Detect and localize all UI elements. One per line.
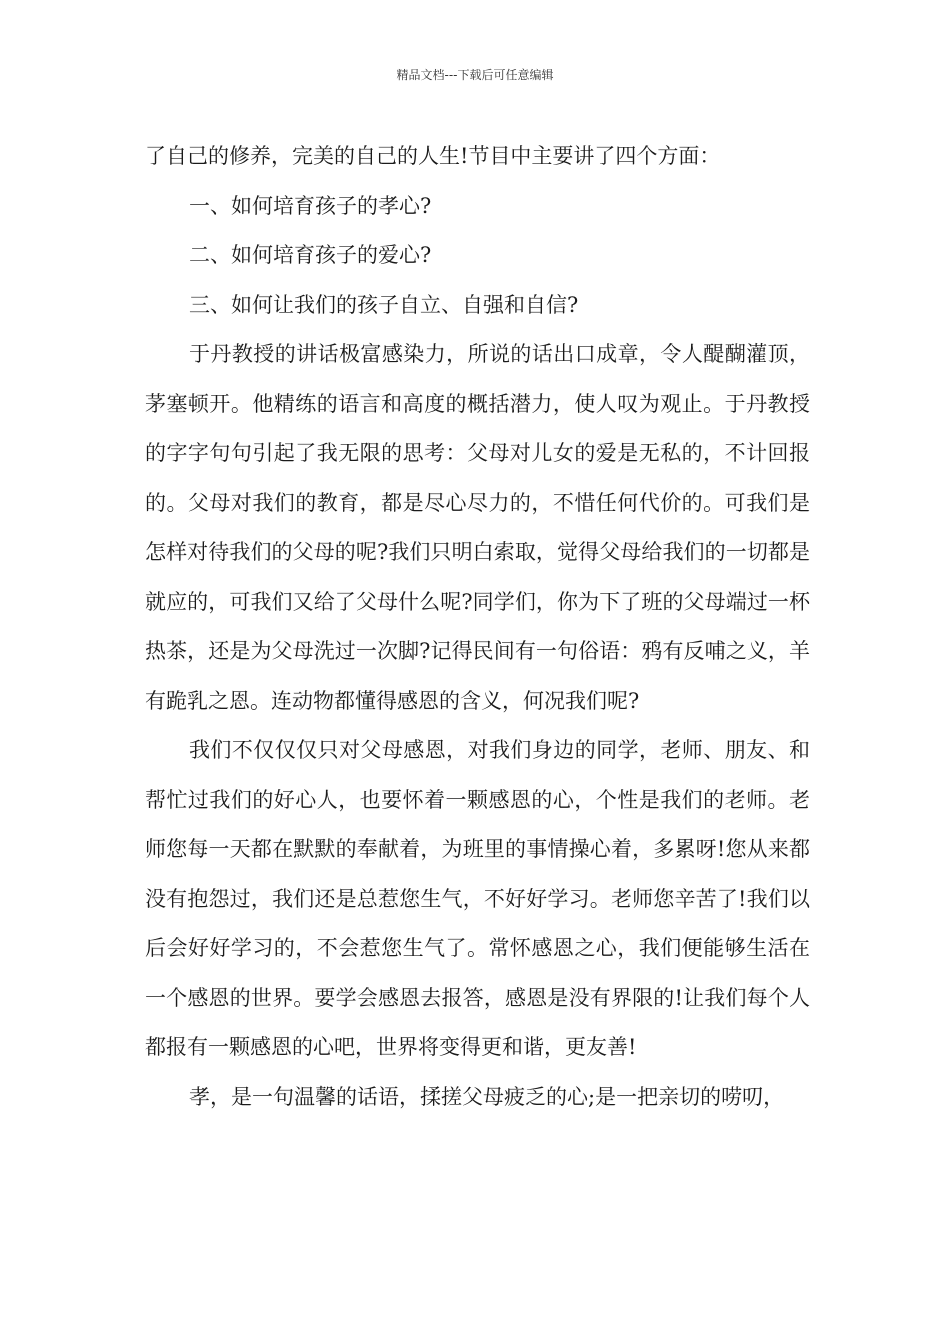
paragraph: 孝，是一句温馨的话语，揉搓父母疲乏的心;是一把亲切的唠叨， xyxy=(189,1084,785,1109)
paragraph: 我们不仅仅仅只对父母感恩，对我们身边的同学，老师、朋友、和帮忙过我们的好心人，也要怀着一颗感恩的心，个性是我们的老师。老师您每一天都在默默的奉献着，为班里的事情操心着，多累呀!您从来都没有抱怨过，我们还是总惹您生气，不好好学习。老师您辛苦了!我们以后会好好学习的，不会惹您生气了。常怀感恩之心，我们便能够生活在一个感恩的世界。要学会感恩去报答，感恩是没有界限的!让我们每个人都报有一颗感恩的心吧，世界将变得更和谐，更友善! xyxy=(145,738,810,1059)
paragraph: 三、如何让我们的孩子自立、自强和自信? xyxy=(189,292,579,317)
paragraph: 一、如何培育孩子的孝心? xyxy=(189,193,432,218)
paragraph: 了自己的修养，完美的自己的人生!节目中主要讲了四个方面： xyxy=(145,144,721,168)
page-header: 精品文档---下载后可任意编辑 xyxy=(396,68,554,82)
paragraph: 二、如何培育孩子的爱心? xyxy=(189,243,432,267)
document-body xyxy=(145,132,810,1122)
paragraph: 于丹教授的讲话极富感染力，所说的话出口成章，令人醍醐灌顶，茅塞顿开。他精练的语言和高度的概括潜力，使人叹为观止。于丹教授的字字句句引起了我无限的思考：父母对儿女的爱是无私的，不计回报的。父母对我们的教育，都是尽心尽力的，不惜任何代价的。可我们是怎样对待我们的父母的呢?我们只明白索取，觉得父母给我们的一切都是就应的，可我们又给了父母什么呢?同学们，你为下了班的父母端过一杯热茶，还是为父母洗过一次脚?记得民间有一句俗语：鸦有反哺之义，羊有跪乳之恩。连动物都懂得感恩的含义，何况我们呢? xyxy=(145,342,810,713)
